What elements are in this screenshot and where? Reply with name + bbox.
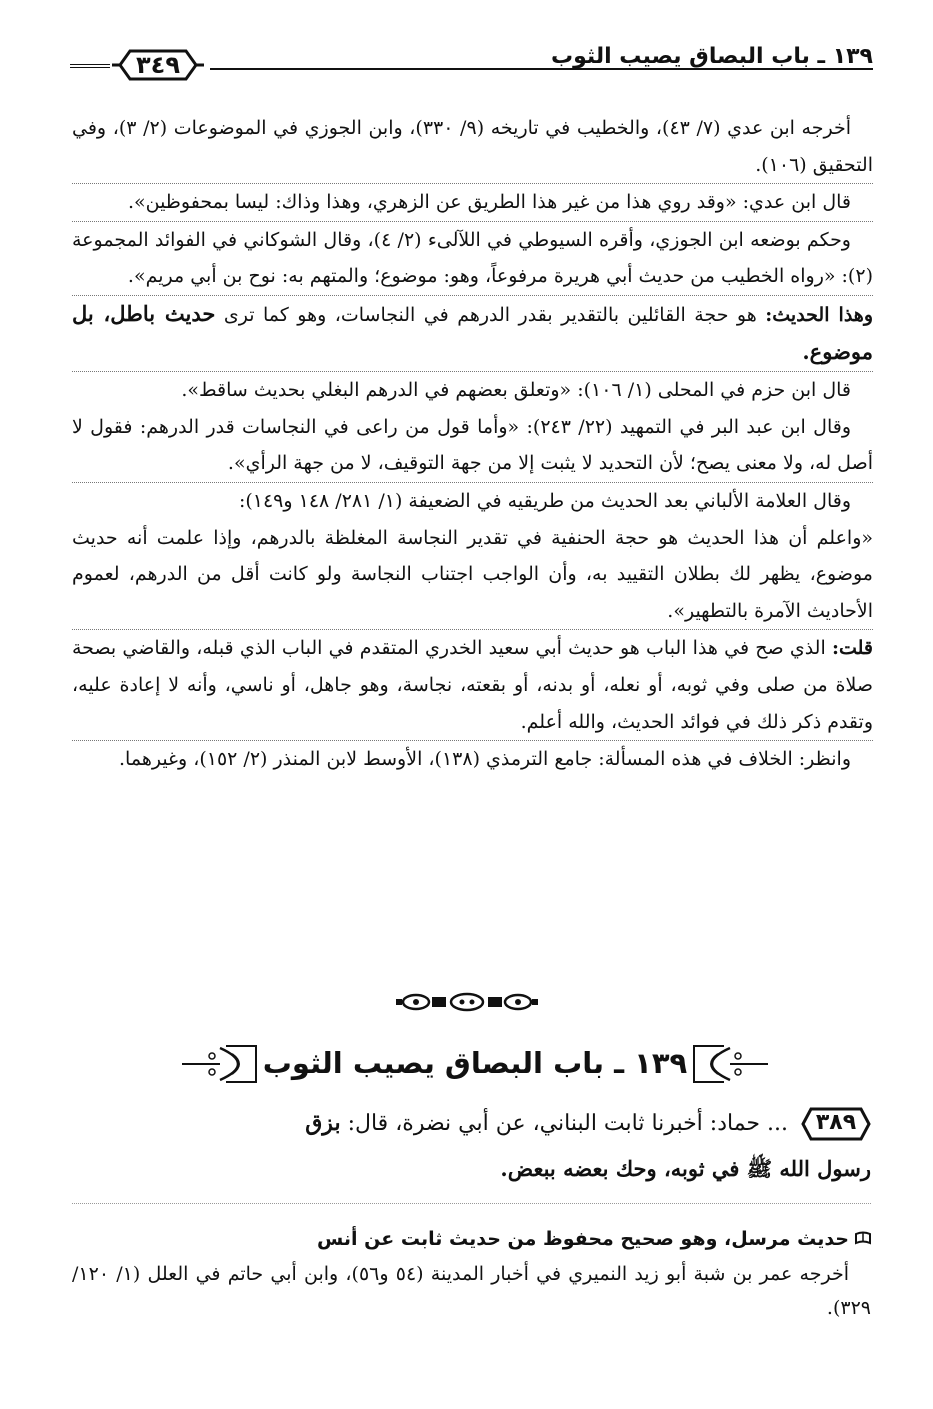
hadith-text-bold-end: بزق — [305, 1110, 341, 1136]
paragraph-9-lead: قلت: — [831, 637, 874, 660]
takhrij-section — [72, 1222, 871, 1325]
footnote-separator — [72, 1203, 871, 1204]
divider-ornament-icon — [396, 992, 538, 1012]
page-number: ٣٤٩ — [136, 51, 180, 79]
main-text — [72, 110, 873, 778]
hadith-number: ٣٨٩ — [815, 1110, 857, 1135]
hadith-line-1 — [72, 1100, 871, 1146]
paragraph-4-text: هو حجة القائلين بالتقدير بقدر الدرهم في النجاسات، وهو كما ترى — [223, 303, 757, 326]
paragraph-1: أخرجه ابن عدي (٧/ ٤٣)، والخطيب في تاريخه (٩/ ٣٣٠)، وابن الجوزي في الموضوعات (٢/ ٣)، وفي التحقيق (١٠٦). — [72, 117, 873, 176]
paragraph-8: «واعلم أن هذا الحديث هو حجة الحنفية في تقدير النجاسة المغلظة بالدرهم، وإذا علمت أنه حديث موضوع، يظهر لك بطلان التقييد به، وأن الواجب اجتناب النجاسة ولو كانت أقل من الدرهم، لعموم الأحاديث الآمرة بالتطهير». — [72, 526, 873, 622]
running-header — [70, 40, 873, 80]
hadith-block — [72, 1100, 871, 1192]
book-marker-icon — [855, 1223, 871, 1257]
paragraph-3: وحكم بوضعه ابن الجوزي، وأقره السيوطي في اللآلىء (٢/ ٤)، وقال الشوكاني في الفوائد المجموعة (٢): «رواه الخطيب من حديث أبي هريرة مرفوعاً، وهو: موضوع؛ والمتهم به: نوح بن أبي مريم». — [72, 221, 873, 295]
chapter-frame-right-icon — [690, 1042, 770, 1086]
floral-divider-ornament — [396, 992, 538, 1012]
page-number-frame — [110, 48, 206, 82]
paragraph-9-text: الذي صح في هذا الباب هو حديث أبي سعيد الخدري المتقدم في الباب الذي قبله، والقاضي بصحة صلاة من صلى وفي ثوبه، أو نعله، أو بدنه، أو بقعته، نجاسة، وهو جاهل، أو ناسي، وأنه لا إعادة عليه، وتقدم ذكر ذلك في فوائد الحديث، والله أعلم. — [72, 637, 873, 733]
paragraph-4-verdict: حديث باطل، بل موضوع. — [72, 300, 873, 364]
paragraph-5: قال ابن حزم في المحلى (١/ ١٠٦): «وتعلق بعضهم في الدرهم البغلي بحديث ساقط». — [72, 371, 873, 409]
hadith-text-line-1: ... حماد: أخبرنا ثابت البناني، عن أبي نضرة، قال: — [347, 1111, 788, 1136]
chapter-title: ١٣٩ ـ باب البصاق يصيب الثوب — [262, 1046, 688, 1080]
running-title: ١٣٩ ـ باب البصاق يصيب الثوب — [550, 44, 873, 69]
chapter-heading — [180, 1036, 770, 1092]
paragraph-10: وانظر: الخلاف في هذه المسألة: جامع الترمذي (١٣٨)، الأوسط لابن المنذر (٢/ ١٥٢)، وغيرهما. — [72, 740, 873, 778]
header-rule-left — [70, 64, 110, 68]
paragraph-7: وقال العلامة الألباني بعد الحديث من طريقيه في الضعيفة (١/ ٢٨١/ ١٤٨ و١٤٩): — [72, 482, 873, 520]
hadith-text-line-2: رسول الله ﷺ في ثوبه، وحك بعضه ببعض. — [500, 1156, 871, 1181]
paragraph-4-lead: وهذا الحديث: — [765, 303, 873, 326]
paragraph-6: وقال ابن عبد البر في التمهيد (٢٢/ ٢٤٣): «وأما قول من راعى في النجاسات قدر الدرهم: فقول لا أصل له، ولا معنى يصح؛ لأن التحديد لا يثبت إلا من جهة التوقيف، لا من جهة الرأي». — [72, 415, 873, 475]
chapter-frame-left-icon — [180, 1042, 260, 1086]
hadith-number-badge — [801, 1106, 871, 1142]
paragraph-2: قال ابن عدي: «وقد روي هذا من غير هذا الطريق عن الزهري، وهذا وذاك: ليسا بمحفوظين». — [72, 183, 873, 221]
hadith-grade-text: حديث مرسل، وهو صحيح محفوظ من حديث ثابت عن أنس — [317, 1228, 849, 1250]
hadith-grade — [72, 1222, 871, 1257]
paragraph-9 — [72, 629, 873, 740]
paragraph-4 — [72, 295, 873, 371]
takhrij-text: أخرجه عمر بن شبة أبو زيد النميري في أخبار المدينة (٥٤ و٥٦)، وابن أبي حاتم في العلل (١/ ١٢٠/ ٣٢٩). — [72, 1263, 871, 1319]
